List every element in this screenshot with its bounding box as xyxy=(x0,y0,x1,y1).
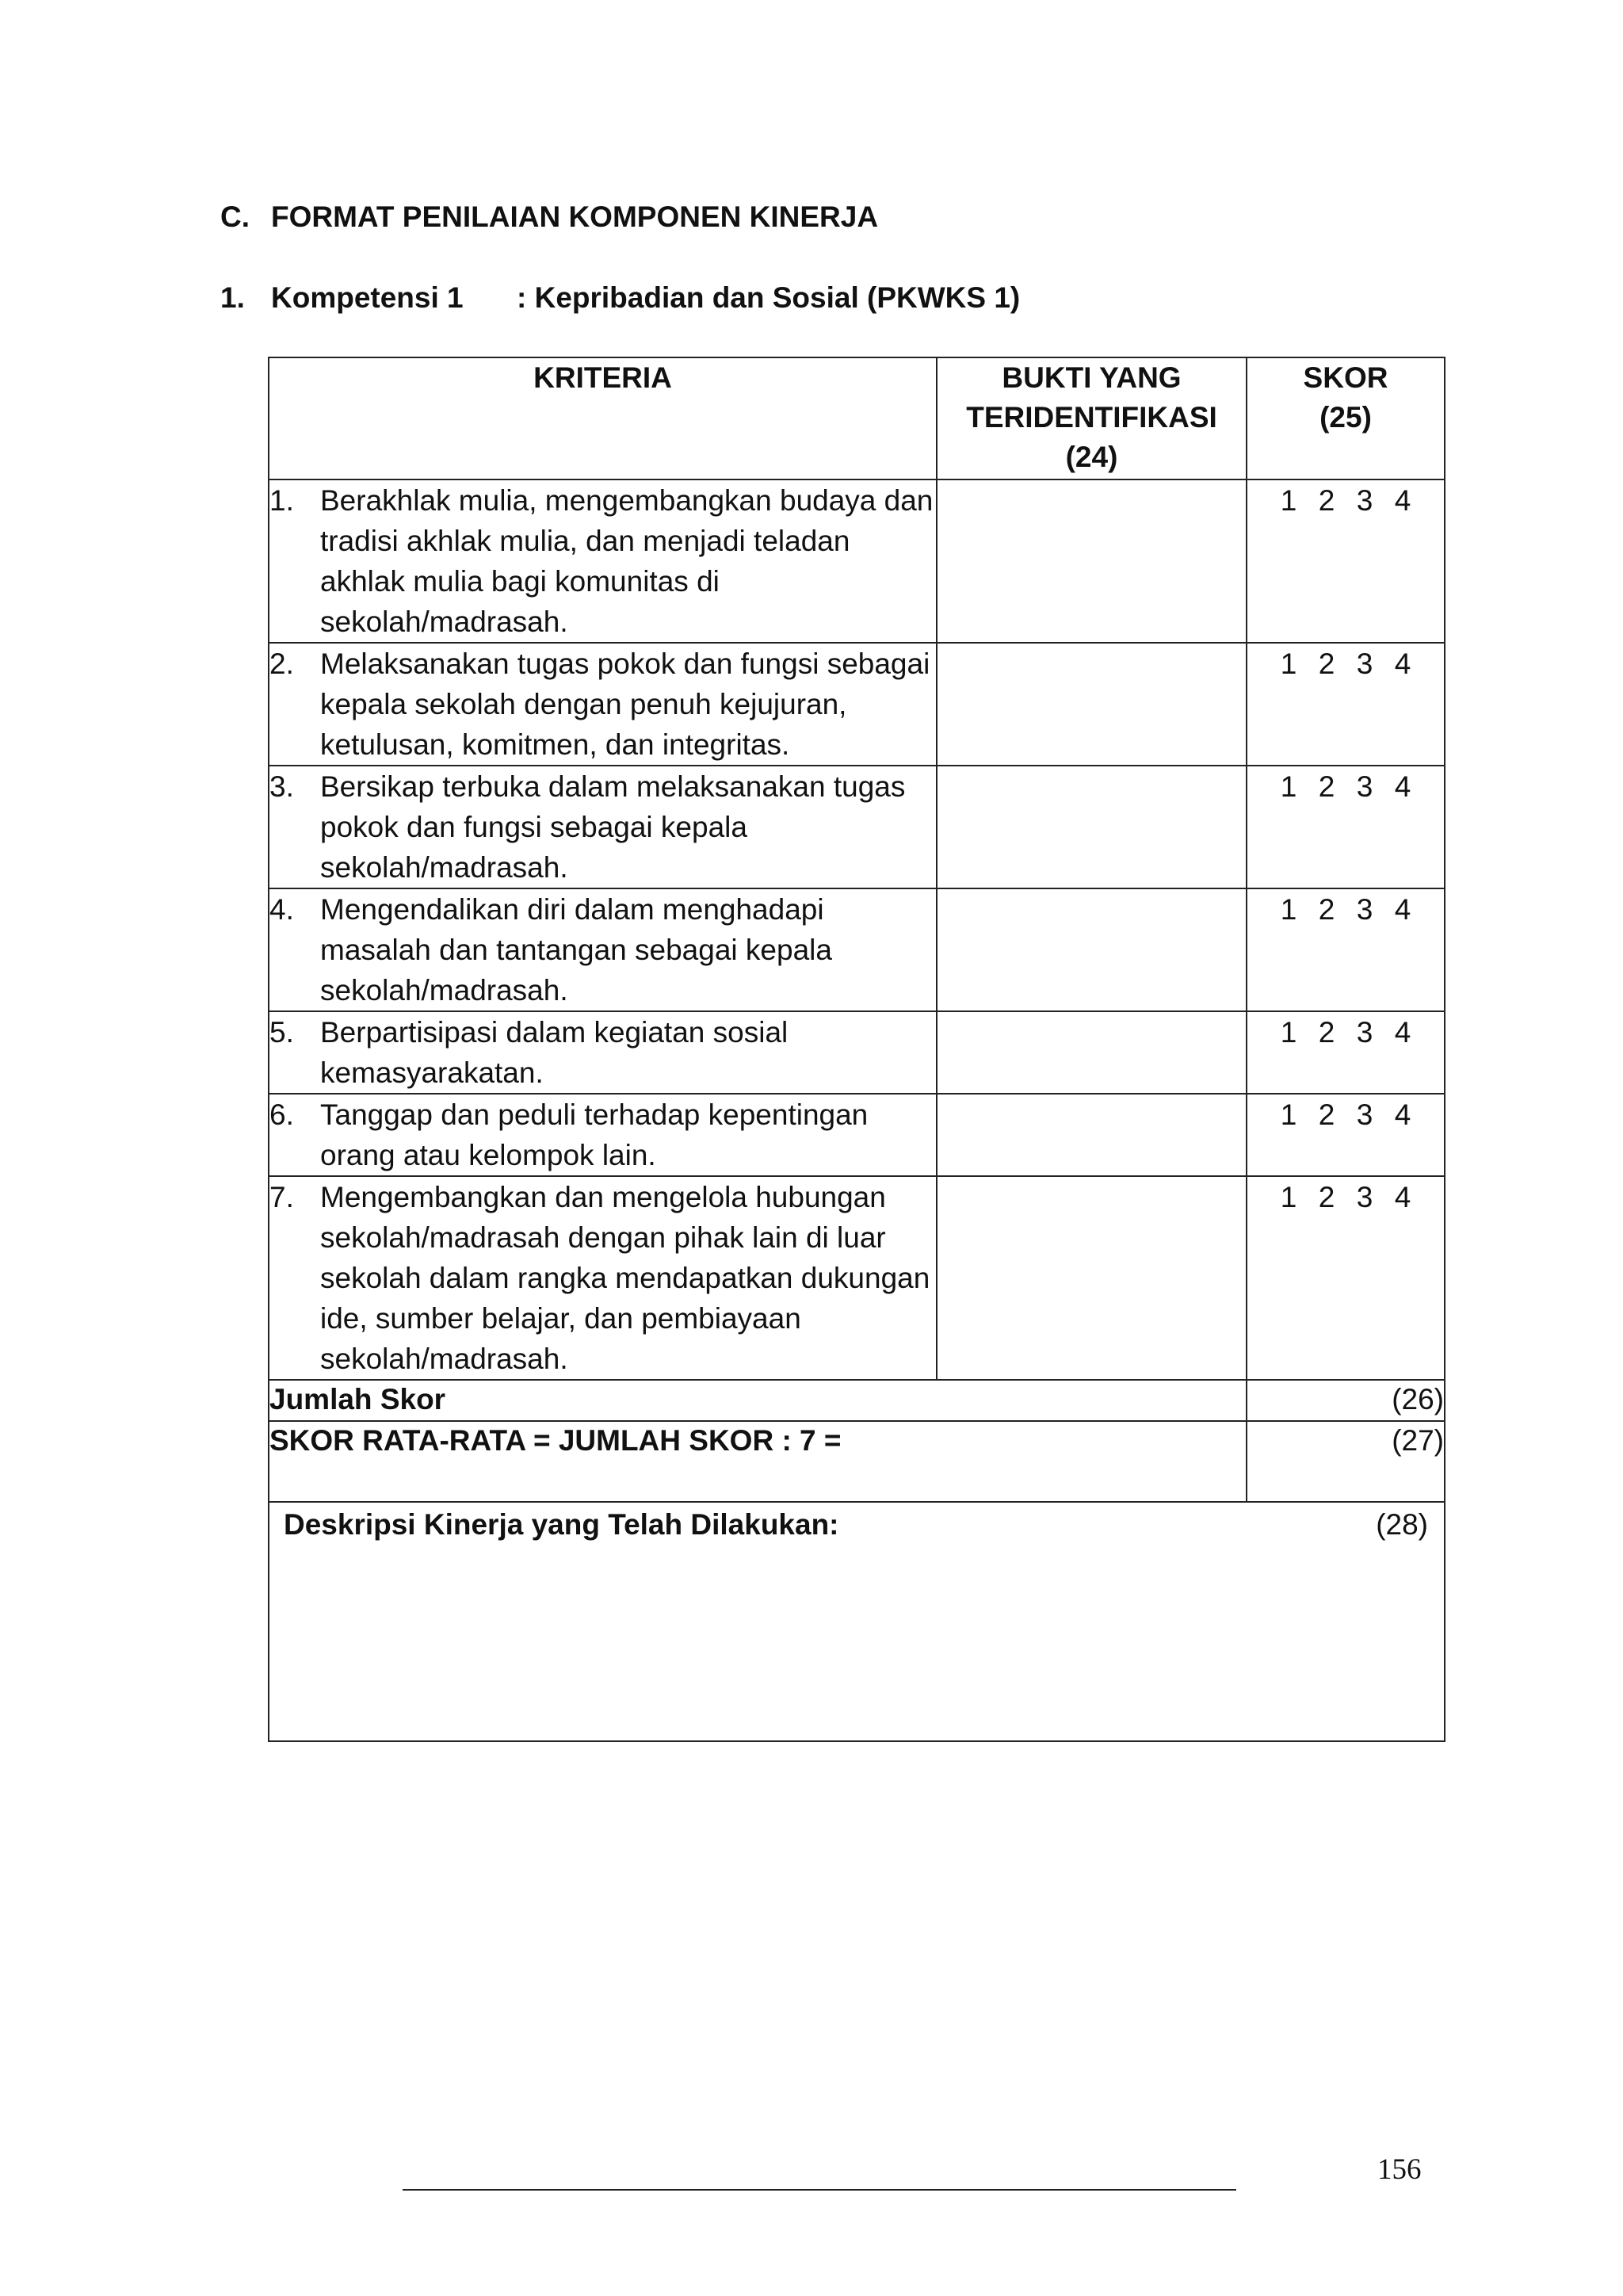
score-option-2[interactable]: 2 xyxy=(1318,893,1335,926)
jumlah-skor-label: Jumlah Skor xyxy=(269,1380,1247,1421)
assessment-table xyxy=(268,357,1445,1742)
table-row xyxy=(269,479,1445,643)
criteria-number: 6. xyxy=(269,1098,294,1131)
score-options xyxy=(1247,1011,1445,1094)
criteria-text: Berpartisipasi dalam kegiatan sosial kemasyarakatan. xyxy=(320,1016,789,1089)
criteria-text: Bersikap terbuka dalam melaksanakan tugas pokok dan fungsi sebagai kepala sekolah/madrasah. xyxy=(320,770,906,884)
header-skor-label: SKOR xyxy=(1303,361,1388,394)
jumlah-skor-row xyxy=(269,1380,1445,1421)
score-option-4[interactable]: 4 xyxy=(1394,484,1411,517)
score-option-2[interactable]: 2 xyxy=(1318,1098,1335,1131)
header-bukti-ref: (24) xyxy=(1065,441,1118,473)
deskripsi-row xyxy=(269,1502,1445,1741)
footer-divider xyxy=(403,2189,1236,2191)
criteria-cell xyxy=(269,479,937,643)
score-option-4[interactable]: 4 xyxy=(1394,648,1411,680)
jumlah-skor-ref[interactable]: (26) xyxy=(1247,1380,1445,1421)
score-option-4[interactable]: 4 xyxy=(1394,770,1411,803)
score-option-4[interactable]: 4 xyxy=(1394,1016,1411,1049)
evidence-cell[interactable] xyxy=(937,1176,1247,1380)
score-option-1[interactable]: 1 xyxy=(1280,893,1297,926)
score-option-1[interactable]: 1 xyxy=(1280,1098,1297,1131)
competency-name: Kompetensi 1 xyxy=(271,281,464,314)
score-option-3[interactable]: 3 xyxy=(1356,893,1373,926)
header-kriteria: KRITERIA xyxy=(269,357,937,479)
table-row xyxy=(269,766,1445,888)
score-option-4[interactable]: 4 xyxy=(1394,1098,1411,1131)
criteria-number: 2. xyxy=(269,648,294,680)
skor-rata-ref[interactable]: (27) xyxy=(1247,1421,1445,1502)
score-options xyxy=(1247,888,1445,1011)
evidence-cell[interactable] xyxy=(937,1094,1247,1176)
score-option-2[interactable]: 2 xyxy=(1318,1181,1335,1213)
criteria-number: 7. xyxy=(269,1181,294,1213)
score-option-2[interactable]: 2 xyxy=(1318,1016,1335,1049)
table-row xyxy=(269,1011,1445,1094)
score-option-2[interactable]: 2 xyxy=(1318,484,1335,517)
criteria-cell xyxy=(269,643,937,766)
section-label: C. xyxy=(220,201,250,233)
header-skor-ref: (25) xyxy=(1319,401,1372,434)
competency-heading xyxy=(220,281,1020,315)
score-option-4[interactable]: 4 xyxy=(1394,893,1411,926)
criteria-cell xyxy=(269,766,937,888)
header-bukti-line1: BUKTI YANG xyxy=(1002,361,1182,394)
criteria-cell xyxy=(269,888,937,1011)
criteria-number: 1. xyxy=(269,484,294,517)
criteria-cell xyxy=(269,1176,937,1380)
score-option-1[interactable]: 1 xyxy=(1280,648,1297,680)
criteria-text: Mengendalikan diri dalam menghadapi masalah dan tantangan sebagai kepala sekolah/madrasah. xyxy=(320,893,832,1007)
table-row xyxy=(269,1094,1445,1176)
score-option-1[interactable]: 1 xyxy=(1280,484,1297,517)
score-option-2[interactable]: 2 xyxy=(1318,648,1335,680)
score-option-3[interactable]: 3 xyxy=(1356,1181,1373,1213)
criteria-text: Tanggap dan peduli terhadap kepentingan orang atau kelompok lain. xyxy=(320,1098,869,1171)
header-bukti-line2: TERIDENTIFIKASI xyxy=(966,401,1217,434)
table-row xyxy=(269,1176,1445,1380)
score-option-1[interactable]: 1 xyxy=(1280,1181,1297,1213)
score-options xyxy=(1247,643,1445,766)
table-row xyxy=(269,888,1445,1011)
page-number: 156 xyxy=(1377,2153,1422,2186)
criteria-number: 4. xyxy=(269,893,294,926)
score-option-1[interactable]: 1 xyxy=(1280,1016,1297,1049)
deskripsi-label: Deskripsi Kinerja yang Telah Dilakukan: xyxy=(284,1508,839,1541)
score-options xyxy=(1247,1094,1445,1176)
score-option-1[interactable]: 1 xyxy=(1280,770,1297,803)
score-option-3[interactable]: 3 xyxy=(1356,1098,1373,1131)
section-heading xyxy=(220,200,878,235)
score-options xyxy=(1247,1176,1445,1380)
evidence-cell[interactable] xyxy=(937,766,1247,888)
score-option-3[interactable]: 3 xyxy=(1356,1016,1373,1049)
evidence-cell[interactable] xyxy=(937,479,1247,643)
score-option-3[interactable]: 3 xyxy=(1356,484,1373,517)
score-option-3[interactable]: 3 xyxy=(1356,770,1373,803)
evidence-cell[interactable] xyxy=(937,1011,1247,1094)
evidence-cell[interactable] xyxy=(937,643,1247,766)
score-option-3[interactable]: 3 xyxy=(1356,648,1373,680)
criteria-cell xyxy=(269,1094,937,1176)
score-option-2[interactable]: 2 xyxy=(1318,770,1335,803)
skor-rata-row xyxy=(269,1421,1445,1502)
competency-value: : Kepribadian dan Sosial (PKWKS 1) xyxy=(517,281,1021,314)
evidence-cell[interactable] xyxy=(937,888,1247,1011)
table-row xyxy=(269,643,1445,766)
criteria-number: 5. xyxy=(269,1016,294,1049)
score-option-4[interactable]: 4 xyxy=(1394,1181,1411,1213)
header-skor xyxy=(1247,357,1445,479)
criteria-number: 3. xyxy=(269,770,294,803)
deskripsi-cell[interactable] xyxy=(269,1502,1445,1741)
competency-number: 1. xyxy=(220,281,245,314)
skor-rata-label: SKOR RATA-RATA = JUMLAH SKOR : 7 = xyxy=(269,1421,1247,1502)
criteria-cell xyxy=(269,1011,937,1094)
header-bukti xyxy=(937,357,1247,479)
criteria-text: Berakhlak mulia, mengembangkan budaya dan tradisi akhlak mulia, dan menjadi teladan akhlak mulia bagi komunitas di sekolah/madrasah. xyxy=(320,484,934,638)
criteria-text: Melaksanakan tugas pokok dan fungsi sebagai kepala sekolah dengan penuh kejujuran, ketulusan, komitmen, dan integritas. xyxy=(320,648,930,761)
table-header-row xyxy=(269,357,1445,479)
score-options xyxy=(1247,766,1445,888)
score-options xyxy=(1247,479,1445,643)
criteria-text: Mengembangkan dan mengelola hubungan sekolah/madrasah dengan pihak lain di luar sekolah dalam rangka mendapatkan dukungan ide, sumber belajar, dan pembiayaan sekolah/madrasah. xyxy=(320,1181,930,1375)
section-title: FORMAT PENILAIAN KOMPONEN KINERJA xyxy=(271,201,879,233)
deskripsi-ref: (28) xyxy=(1376,1508,1428,1541)
